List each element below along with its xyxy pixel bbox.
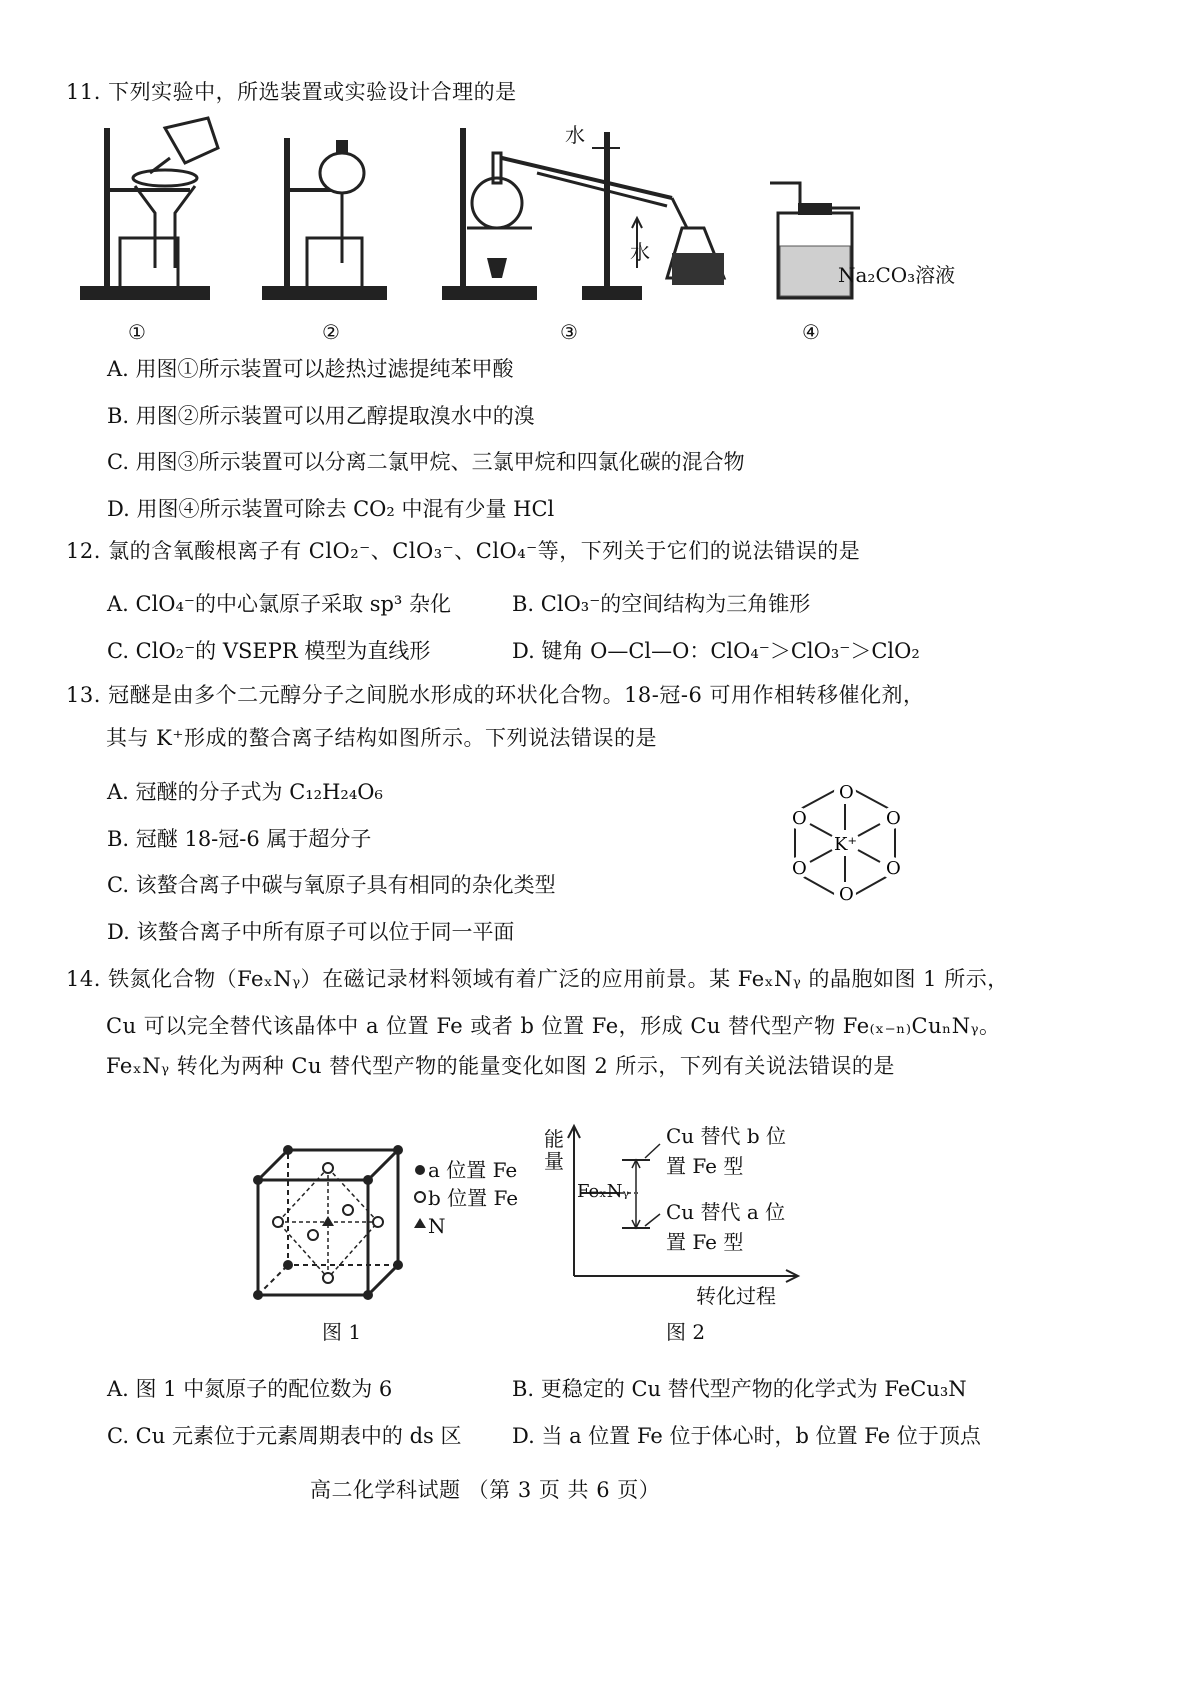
q13-option-c: C. 该螯合离子中碳与氧原子具有相同的杂化类型: [107, 873, 556, 897]
q14-stem-line2: Cu 可以完全替代该晶体中 a 位置 Fe 或者 b 位置 Fe，形成 Cu 替代型产物 Fe₍ₓ₋ₙ₎CuₙNᵧ。: [106, 1014, 1001, 1038]
q12-option-c: C. ClO₂⁻的 VSEPR 模型为直线形: [107, 639, 431, 663]
fig-number-4: ④: [802, 320, 820, 344]
fig2-lower-line2: 置 Fe 型: [666, 1230, 744, 1254]
q13-stem-line2: 其与 K⁺形成的螯合离子结构如图所示。下列说法错误的是: [106, 726, 657, 750]
q12-option-d: D. 键角 O—Cl—O：ClO₄⁻＞ClO₃⁻＞ClO₂: [512, 639, 920, 663]
crown-o-6: O: [792, 808, 807, 829]
fig2-upper-line1: Cu 替代 b 位: [666, 1124, 787, 1148]
fig2-start-label: FeₓNᵧ: [577, 1181, 630, 1202]
crown-o-4: O: [839, 884, 854, 905]
fig1-legend-b: b 位置 Fe: [428, 1186, 519, 1210]
water-label-side: 水: [630, 240, 650, 264]
q14-option-c: C. Cu 元素位于元素周期表中的 ds 区: [107, 1424, 462, 1448]
fig1-unit-cell: [248, 1140, 408, 1305]
apparatus-3-distillation: [442, 118, 732, 308]
fig-number-1: ①: [128, 320, 146, 344]
fig2-upper-line2: 置 Fe 型: [666, 1154, 744, 1178]
crown-k-center: K⁺: [834, 834, 857, 855]
water-label-top: 水: [565, 123, 585, 147]
na2co3-solution-label: Na₂CO₃溶液: [838, 263, 956, 287]
fig2-xlabel: 转化过程: [696, 1284, 776, 1308]
q11-option-a: A. 用图①所示装置可以趁热过滤提纯苯甲酸: [107, 357, 514, 381]
q12-option-b: B. ClO₃⁻的空间结构为三角锥形: [512, 592, 811, 616]
apparatus-1-filtration: [80, 118, 220, 308]
q14-stem-line3: FeₓNᵧ 转化为两种 Cu 替代型产物的能量变化如图 2 所示，下列有关说法错误的是: [106, 1054, 895, 1078]
q11-option-b: B. 用图②所示装置可以用乙醇提取溴水中的溴: [107, 404, 535, 428]
fig-number-2: ②: [322, 320, 340, 344]
fig2-lower-line1: Cu 替代 a 位: [666, 1200, 786, 1224]
q11-stem: 11. 下列实验中，所选装置或实验设计合理的是: [66, 80, 517, 104]
q14-option-d: D. 当 a 位置 Fe 位于体心时，b 位置 Fe 位于顶点: [512, 1424, 981, 1448]
q14-stem-line1: 14. 铁氮化合物（FeₓNᵧ）在磁记录材料领域有着广泛的应用前景。某 FeₓNᵧ 的晶胞如图 1 所示，: [66, 967, 1009, 991]
fig-number-3: ③: [560, 320, 578, 344]
q11-option-c: C. 用图③所示装置可以分离二氯甲烷、三氯甲烷和四氯化碳的混合物: [107, 450, 745, 474]
crown-o-2: O: [886, 808, 901, 829]
crown-o-5: O: [792, 858, 807, 879]
q12-stem: 12. 氯的含氧酸根离子有 ClO₂⁻、ClO₃⁻、ClO₄⁻等，下列关于它们的说法错误的是: [66, 539, 861, 563]
page-footer: 高二化学科试题 （第 3 页 共 6 页）: [310, 1478, 661, 1502]
q13-stem-line1: 13. 冠醚是由多个二元醇分子之间脱水形成的环状化合物。18-冠-6 可用作相转移催化剂，: [66, 683, 925, 707]
q11-option-d: D. 用图④所示装置可除去 CO₂ 中混有少量 HCl: [107, 497, 555, 521]
q14-option-a: A. 图 1 中氮原子的配位数为 6: [107, 1377, 393, 1401]
q13-option-a: A. 冠醚的分子式为 C₁₂H₂₄O₆: [107, 780, 383, 804]
fig2-ylabel: 能量: [544, 1127, 564, 1173]
q14-option-b: B. 更稳定的 Cu 替代型产物的化学式为 FeCu₃N: [512, 1377, 967, 1401]
apparatus-2-separating-funnel: [262, 118, 392, 308]
crown-o-3: O: [886, 858, 901, 879]
q12-option-a: A. ClO₄⁻的中心氯原子采取 sp³ 杂化: [107, 592, 452, 616]
crown-o-1: O: [839, 782, 854, 803]
crown-ether-k-structure: [770, 770, 920, 920]
q13-option-b: B. 冠醚 18-冠-6 属于超分子: [107, 827, 372, 851]
fig2-caption: 图 2: [666, 1320, 706, 1344]
q13-option-d: D. 该螯合离子中所有原子可以位于同一平面: [107, 920, 515, 944]
fig1-legend-a: a 位置 Fe: [428, 1158, 518, 1182]
fig1-caption: 图 1: [322, 1320, 362, 1344]
fig1-legend-n: N: [428, 1214, 446, 1238]
